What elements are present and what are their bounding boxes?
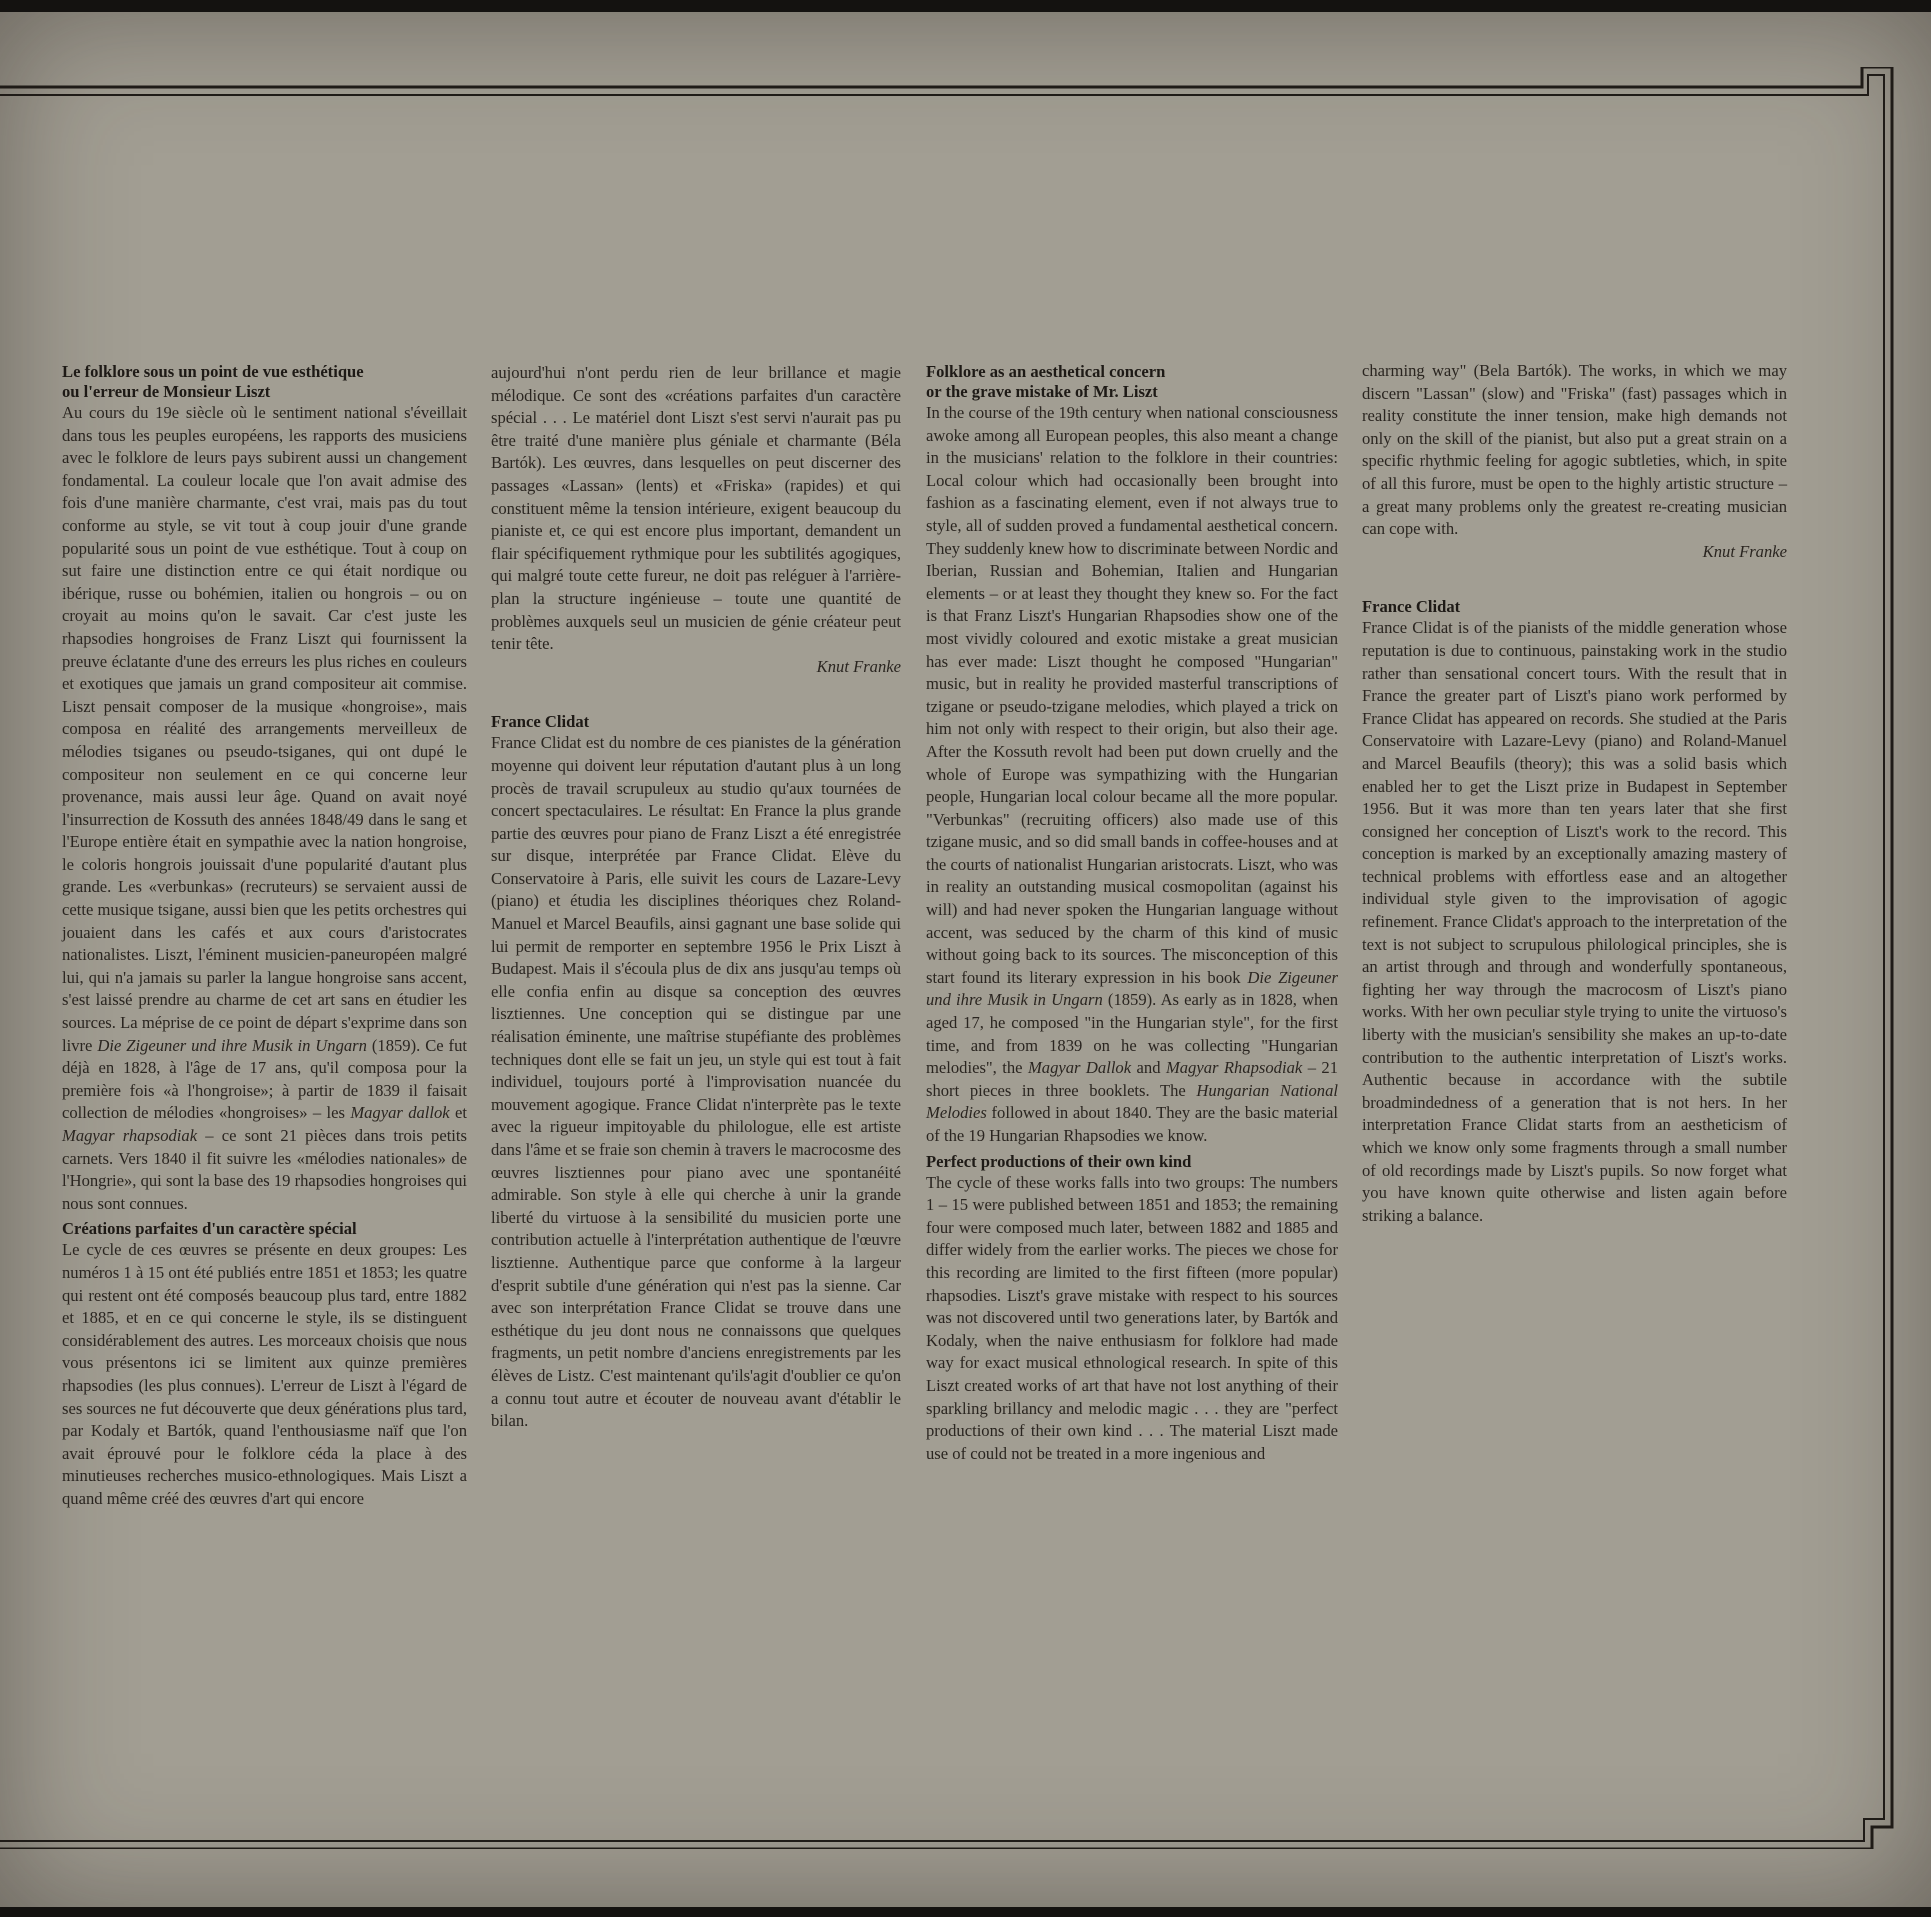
paragraph-continuation-fr: aujourd'hui n'ont perdu rien de leur brillance et magie mélodique. Ce sont des «créations parfaites d'un caractère spécial . . . Le matériel dont Liszt s'est servi n'aurait pas pu être traité d'une manière plus géniale et charmante (Béla Bartók). Les œuvres, dans lesquelles on peut discerner des passages «Lassan» (lents) et «Friska» (rapides) et qui constituent même la tension intérieure, exigent beaucoup du pianiste et, ce qui est encore plus important, demandent un flair spécifiquement rythmique pour les subtilités agogiques, qui malgré toute cette fureur, ne doit pas reléguer à l'arrière-plan la structure ingénieuse – toute une quantité de problèmes auxquels seul un musicien de génie créateur peut tenir tête. xyxy=(491,363,901,654)
signature-knut-franke-fr: Knut Franke xyxy=(816,656,901,676)
paragraph-continuation-en: charming way" (Bela Bartók). The works, in which we may discern "Lassan" (slow) and "Friska" (fast) passages which in reality constitute the inner tension, make high demands not only on the skill of the pianist, but also put a great strain on a specific rhythmic feeling for agogic subtleties, which, in spite of all this furore, must be open to the highly artistic structure – a great many problems only the greatest re-creating musician can cope with. xyxy=(1362,361,1787,539)
paragraph-folklore-en: In the course of the 19th century when national consciousness awoke among all European peoples, this also meant a change in the musicians' relation to the folklore in their countries: Local colour which had occasionally been brought into fashion as a fascinating element, even if not always true to style, all of sudden proved a fundamental aesthetical concern. They suddenly knew how to discriminate between Nordic and Iberian, Russian and Bohemian, Italien and Hungarian elements – or at least they thought they knew so. For the fact is that Franz Liszt's Hungarian Rhapsodies show one of the most vividly coloured and exotic mistake a great musician has ever made: Liszt thought he composed "Hungarian" music, but in reality he provided masterful transcriptions of tzigane or pseudo-tzigane melodies, which played a trick on him not only with respect to their origin, but also their age. After the Kossuth revolt had been put down cruelly and the whole of Europe was sympathizing with the Hungarian people, Hungarian local colour became all the more popular. "Verbunkas" (recruiting officers) also made use of this tzigane music, and so did small bands in coffee-houses and at the courts of nationalist Hungarian aristocrats. Liszt, who was in reality an outstanding musical cosmopolitan (against his will) and had never spoken the Hungarian language without accent, was seduced by the charm of this kind of music without going back to its sources. The misconception of this start found its literary expression in his book Die Zigeuner und ihre Musik in Ungarn (1859). As early as in 1828, when aged 17, he composed "in the Hungarian style", for the first time, and from 1839 on he was collecting "Hungarian melodies", the Magyar Dallok and Magyar Rhapsodiak – 21 short pieces in three booklets. The Hungarian National Melodies followed in about 1840. They are the basic material of the 19 Hungarian Rhapsodies we know. xyxy=(926,403,1339,1145)
paragraph-clidat-fr: France Clidat est du nombre de ces pianistes de la génération moyenne qui doivent leur réputation d'autant plus à un long procès de travail scrupuleux au studio qu'aux tournées de concert spectaculaires. Le résultat: En France la plus grande partie des œuvres pour piano de Franz Liszt a été enregistrée sur disque, interprétée par France Clidat. Elève du Conservatoire à Paris, elle suivit les cours de Lazare-Levy (piano) et étudia les disciplines théoriques chez Roland-Manuel et Marcel Beaufils, ainsi gagnant une base solide qui lui permit de remporter en septembre 1956 le Prix Liszt à Budapest. Mais il s'écoula plus de dix ans jusqu'au temps où elle confia enfin au disque sa conception des œuvres lisztiennes. Une conception qui se distingue par une réalisation éminente, une maîtrise stupéfiante des problèmes techniques dont elle se fait un jeu, un style qui est tout à fait individuel, toujours porté à l'improvisation nuancée du mouvement agogique. France Clidat n'interprète pas le texte avec la rigueur impitoyable du philologue, elle est artiste dans l'âme et se fraie son chemin à travers le macrocosme des œuvres lisztiennes pour piano avec une spontanéité admirable. Son style à elle qui cherche à unir la grande liberté du virtuose à la sensibilité du musicien porte une contribution actuelle à l'interprétation authentique de l'œuvre lisztienne. Authentique parce que conforme à la largeur d'esprit subtile d'une génération qui n'est pas la sienne. Car avec son interprétation France Clidat se trouve dans une esthétique du jeu dont nous ne connaissons que quelques fragments, un petit nombre d'anciens enregistrements par les élèves de Listz. C'est maintenant qu'ils'agit d'oublier ce qu'on a connu tout autre et écouter de nouveau avant d'établir le bilan. xyxy=(491,733,901,1431)
paragraph-perfect-productions-en: The cycle of these works falls into two groups: The numbers 1 – 15 were published between 1851 and 1853; the remaining four were composed much later, between 1882 and 1885 and differ widely from the earlier works. The pieces we chose for this recording are limited to the first fifteen (more popular) rhapsodies. Liszt's grave mistake with respect to his sources was not discovered until two generations later, by Bartók and Kodaly, when the naive enthusiasm for folklore had made way for exact musical ethnological research. In spite of this Liszt created works of art that have not lost anything of their sparkling brillancy and melodic magic . . . they are "perfect productions of their own kind . . . The material Liszt made use of could not be treated in a more ingenious and xyxy=(926,1172,1338,1463)
heading-creations-fr: Créations parfaites d'un caractère spécial xyxy=(62,1219,357,1239)
heading-perfect-productions-en: Perfect productions of their own kind xyxy=(926,1151,1192,1171)
text-columns xyxy=(0,362,1931,1812)
paragraph-folklore-fr: Au cours du 19e siècle où le sentiment national s'éveillait dans tous les peuples européens, les rapports des musiciens avec le folklore de leurs pays subirent aussi un changement fondamental. La couleur locale que l'on avait admise des fois d'une manière charmante, c'est vrai, mais pas du tout conforme au style, se vit tout à coup jouir d'une grande popularité sous un point de vue esthétique. Tout à coup on sut faire une distinction entre ce qui était nordique ou ibérique, russe ou bohémien, italien ou hongrois – ou on croyait au moins qu'on le savait. Car c'est juste les rhapsodies hongroises de Franz Liszt qui fournissent la preuve éclatante d'une des erreurs les plus riches en couleurs et exotiques que jamais un grand compositeur ait commise. Liszt pensait composer de la musique «hongroise», mais composa en réalité des arrangements merveilleux de mélodies tsiganes ou pseudo-tsiganes, qui ont dupé le compositeur non seulement en ce qui concerne leur provenance, mais aussi leur âge. Quand on avait noyé l'insurrection de Kossuth des années 1848/49 dans le sang et l'Europe entière était en sympathie avec la nation hongroise, le coloris hongrois jouissait d'une popularité d'autant plus grande. Les «verbunkas» (recruteurs) se servaient aussi de cette musique tsigane, aussi bien que les petits orchestres qui jouaient dans les cafés et aux cours d'aristocrates nationalistes. Liszt, l'éminent musicien-paneuropéen malgré lui, qui n'a jamais su parler la langue hongroise sans accent, s'est laissé prendre au charme de cet art sans en étudier les sources. La méprise de ce point de départ s'exprime dans son livre Die Zigeuner und ihre Musik in Ungarn (1859). Ce fut déjà en 1828, à l'âge de 17 ans, qu'il composa pour la première fois «à l'hongroise»; à partir de 1839 il faisait collection de mélodies «hongroises» – les Magyar dallok et Magyar rhapsodiak – ce sont 21 pièces dans trois petits carnets. Vers 1840 il fit suivre les «mélodies nationales» de l'Hongrie», qui sont la base des 19 rhapsodies hongroises qui nous sont connues. xyxy=(62,403,467,1213)
column-english-clidat xyxy=(1362,360,1787,1227)
paragraph-creations-fr: Le cycle de ces œuvres se présente en deux groupes: Les numéros 1 à 15 ont été publiés entre 1851 et 1853; les quatre qui restent ont été composés beaucoup plus tard, entre 1882 et 1885, et en ce qui concerne le style, ils se distinguent considérablement des autres. Les morceaux choisis que nous vous présentons ici se limitent aux quinze premières rhapsodies (les plus connues). L'erreur de Liszt à l'égard de ses sources ne fut découverte que deux générations plus tard, par Kodaly et Bartók, quand l'enthousiasme naïf que l'on avait éprouvé pour le folklore céda la place à des minutieuses recherches musico-ethnologiques. Mais Liszt a quand même créé des œuvres d'art qui encore xyxy=(62,1240,467,1508)
liner-notes-sheet xyxy=(0,12,1931,1907)
heading-folklore-en: Folklore as an aesthetical concern or the grave mistake of Mr. Liszt xyxy=(926,362,1166,401)
signature-knut-franke-en: Knut Franke xyxy=(1702,541,1787,561)
column-french-clidat xyxy=(491,362,901,1433)
column-english-folklore xyxy=(926,362,1338,1465)
column-french-folklore xyxy=(62,362,467,1511)
heading-france-clidat-en: France Clidat xyxy=(1362,597,1461,617)
paragraph-clidat-en: France Clidat is of the pianists of the middle generation whose reputation is due to continuous, painstaking work in the studio rather than sensational concert tours. With the result that in France the greater part of Liszt's piano work performed by France Clidat has appeared on records. She studied at the Paris Conservatoire with Lazare-Levy (piano) and Roland-Manuel and Marcel Beaufils (theory); this was a solid basis which enabled her to get the Liszt prize in Budapest in September 1956. But it was more than ten years later that she first consigned her conception of Liszt's work to the record. This conception is marked by an exceptionally amazing mastery of technical problems with effortless ease and an altogether individual style given to the improvisation of agogic refinement. France Clidat's approach to the interpretation of the text is not subject to scrupulous philological principles, she is an artist through and through and wonderfully spontaneous, fighting her way through the macrocosm of Liszt's piano works. With her own peculiar style trying to unite the virtuoso's liberty with the musician's sensibility she makes an up-to-date contribution to the authentic interpretation of Liszt's works. Authentic because in accordance with the subtile broadmindedness of a generation that is not hers. In her interpretation France Clidat starts from an aestheticism of which we know only some fragments through a small number of old recordings made by Liszt's pupils. So now forget what you have known quite otherwise and listen again before striking a balance. xyxy=(1362,618,1787,1225)
heading-france-clidat-fr: France Clidat xyxy=(491,712,590,732)
heading-folklore-fr: Le folklore sous un point de vue esthétique ou l'erreur de Monsieur Liszt xyxy=(62,362,364,401)
